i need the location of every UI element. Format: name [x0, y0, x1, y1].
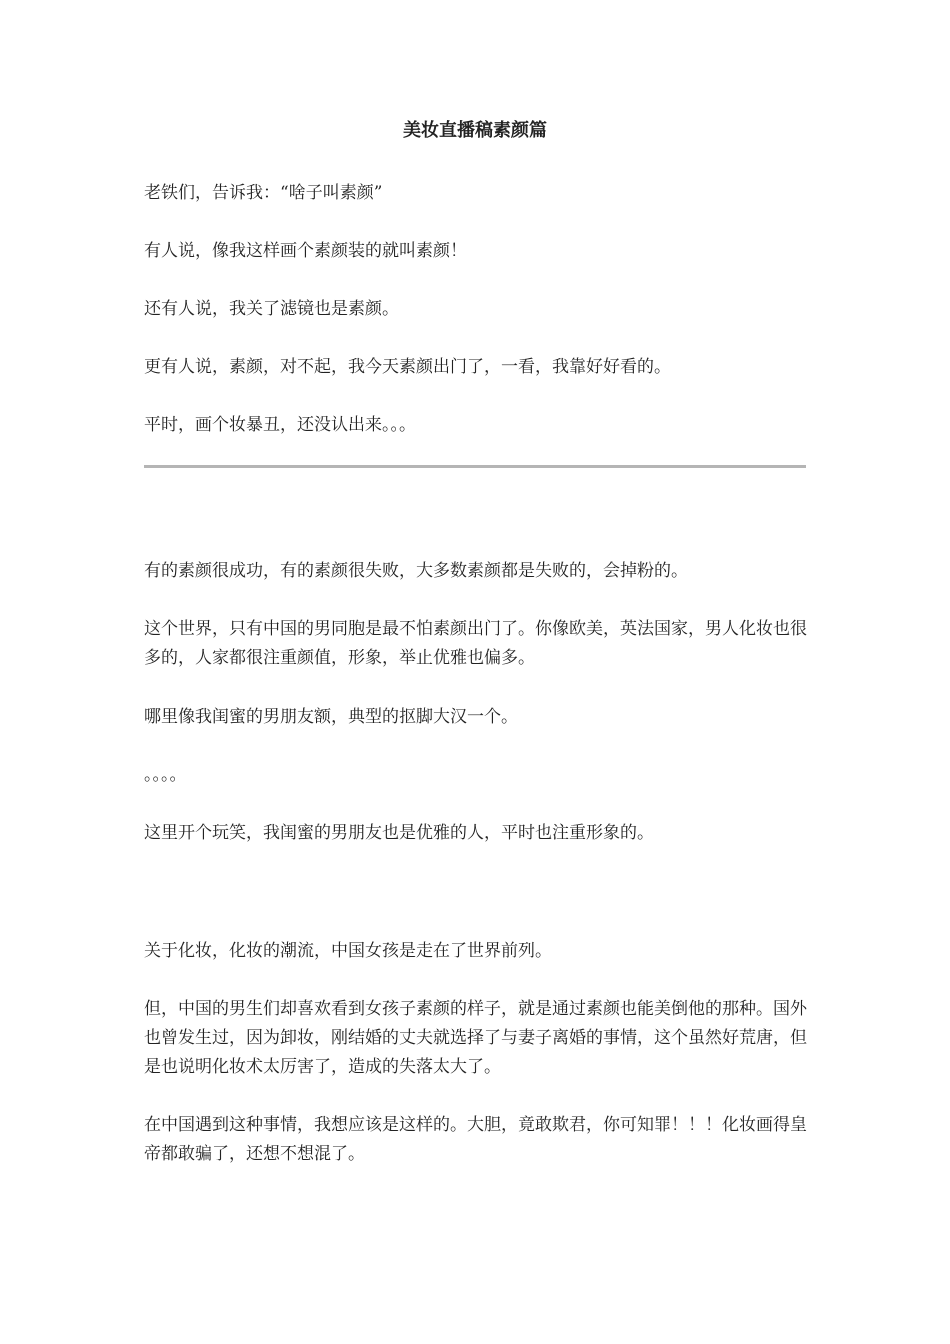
- paragraph: 。。。。: [144, 765, 187, 785]
- paragraph: 更有人说，素颜，对不起，我今天素颜出门了，一看，我靠好好看的。: [144, 357, 671, 377]
- paragraph: 但，中国的男生们却喜欢看到女孩子素颜的样子，就是通过素颜也能美倒他的那种。国外也曾发生过，因为卸妆，刚结婚的丈夫就选择了与妻子离婚的事情，这个虽然好荒唐，但是也说明化妆术太厉害了，造成的失落太大了。: [144, 999, 807, 1077]
- paragraph: 有人说，像我这样画个素颜装的就叫素颜！: [144, 241, 467, 261]
- paragraph: 有的素颜很成功，有的素颜很失败，大多数素颜都是失败的，会掉粉的。: [144, 561, 688, 581]
- paragraph: 还有人说，我关了滤镜也是素颜。: [144, 299, 399, 319]
- paragraph: 关于化妆，化妆的潮流，中国女孩是走在了世界前列。: [144, 941, 552, 961]
- paragraph: 这个世界，只有中国的男同胞是最不怕素颜出门了。你像欧美，英法国家，男人化妆也很多的，人家都很注重颜值，形象，举止优雅也偏多。: [144, 619, 807, 668]
- paragraph: 哪里像我闺蜜的男朋友额，典型的抠脚大汉一个。: [144, 707, 518, 727]
- paragraph: 老铁们，告诉我：“啥子叫素颜”: [144, 183, 383, 203]
- paragraph: 平时，画个妆暴丑，还没认出来。。。: [144, 415, 416, 435]
- paragraph: 在中国遇到这种事情，我想应该是这样的。大胆，竟敢欺君，你可知罪！！！化妆画得皇帝都敢骗了，还想不想混了。: [144, 1115, 807, 1164]
- document-title: 美妆直播稿素颜篇: [403, 120, 547, 141]
- paragraph: 这里开个玩笑，我闺蜜的男朋友也是优雅的人，平时也注重形象的。: [144, 823, 654, 843]
- horizontal-divider: [144, 465, 806, 468]
